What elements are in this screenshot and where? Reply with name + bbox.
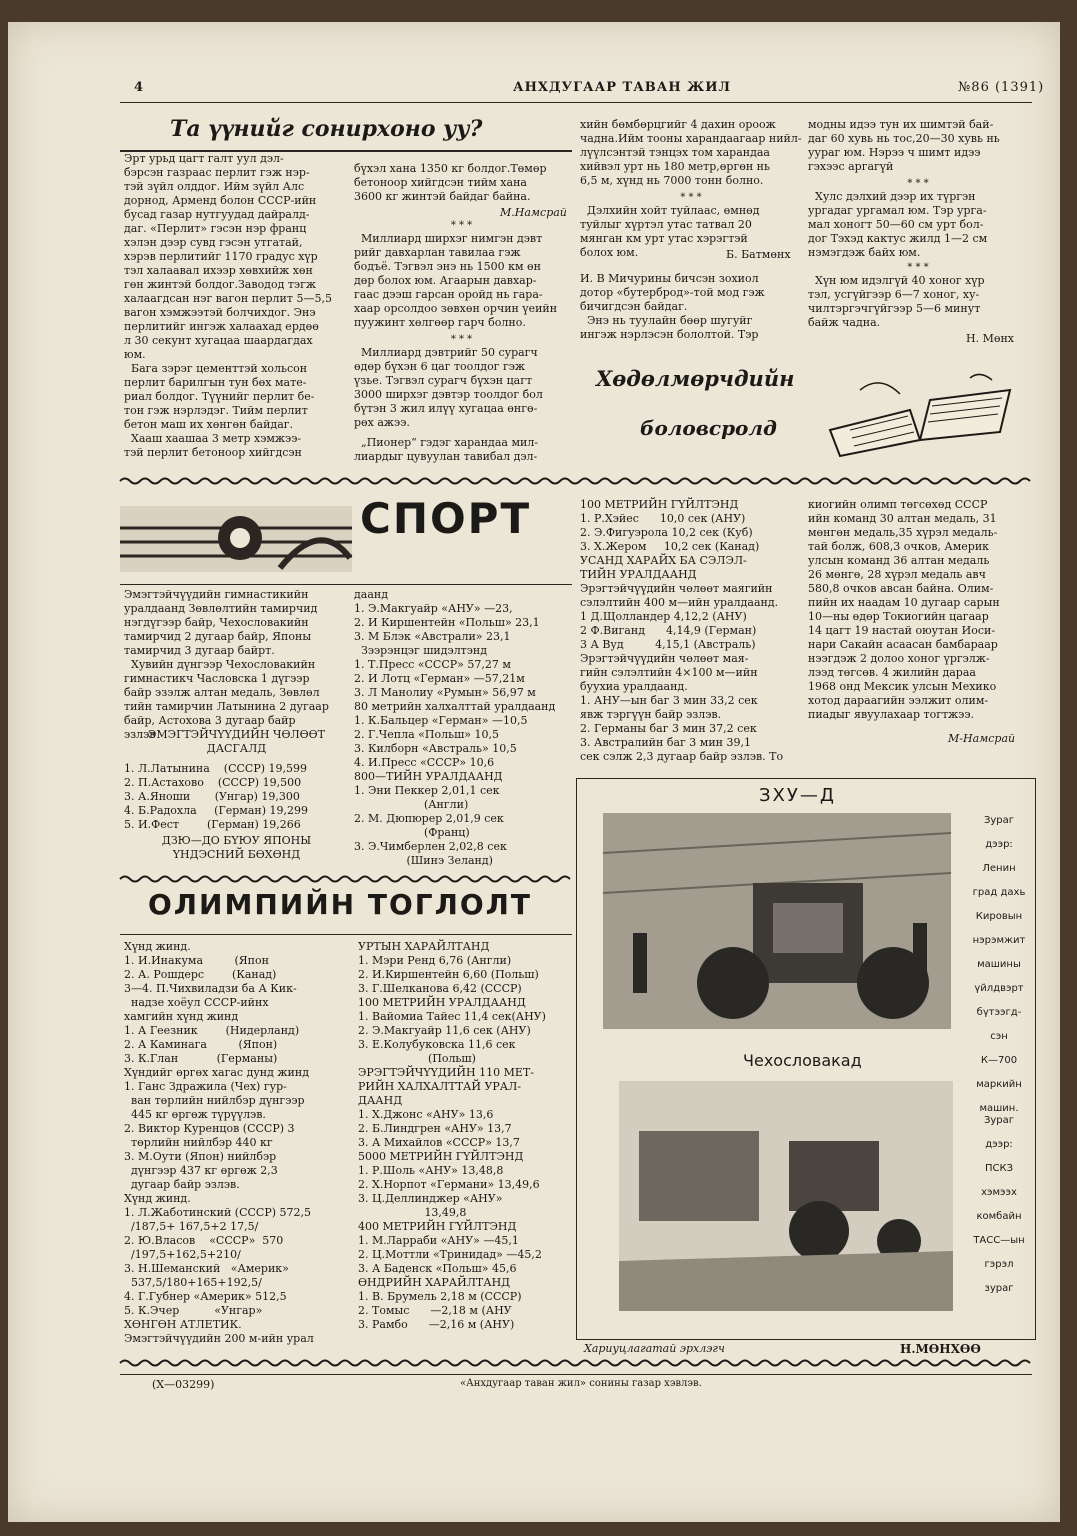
sport-column-1: Эмэгтэйчүүдийн гимнастикийн уралдаанд Зөвлөлтийн тамирчид нэгдүгээр байр, Чехословакийн тамирчид 2 дугаар байр, Японы тамирчид 3 дугаар байрт. Хувийн дүнгээр Чехословакийн гимнастикч Часловска 1 дүгээр байр эзэлж алтан медаль, Зөвлөл тийн тамирчин Латынина 2 дугаар байр, Астохова 3 дугаар байр эзлэв xyxy=(124,588,329,741)
printer-line: «Анхдугаар таван жил» сонины газар хэвлэв. xyxy=(460,1378,702,1389)
banner-line-1: Хөдөлмөрчдийн xyxy=(596,366,795,391)
trivia-stars-4: * * * xyxy=(907,178,929,189)
photo-subtitle: Чехословакад xyxy=(743,1051,862,1070)
sport-title: СПОРТ xyxy=(360,494,532,543)
editor-name: Н.МӨНХӨӨ xyxy=(900,1342,981,1356)
trivia-stars-1: * * * xyxy=(450,220,473,231)
trivia-column-3b: Дэлхийн хойт туйлаас, өмнөд туйлыг хүртэл утас татвал 20 мянган км урт утас хэрэгтэй болох юм. xyxy=(580,204,760,259)
banner-line-2: боловсролд xyxy=(640,416,777,440)
sport-col1-heading: ЭМЭГТЭЙЧҮҮДИЙН ЧӨЛӨӨТ ДАСГАЛД xyxy=(147,728,326,755)
sport-col1-heading-2: ДЗЮ—ДО БҮЮУ ЯПОНЫ ҮНДЭСНИЙ БӨХӨНД xyxy=(161,834,312,861)
olympics-column-1: Хүнд жинд. 1. И.Инакума (Япон 2. А. Рошдерс (Канад) 3—4. П.Чихвиладзи ба А Кик- надзе хоёул СССР-ийнх хамгийн хүнд жинд 1. А Геезник (Нидерланд) 2. А Каминага (Япон) 3. К.Глан (Германы) Хүндийг өргөх хагас дунд жинд 1. Ганс Здражила (Чех) гур- ван төрлийн нийлбэр дүнгээр 445 кг өргөж түрүүлэв. 2. Виктор Куренцов (СССР) 3 төрлийн нийлбэр 440 кг 3. М.Оути (Япон) нийлбэр дүнгээр 437 кг өргөж 2,3 дугаар байр эзлэв. Хүнд жинд. 1. Л.Жаботинский (СССР) 572,5 /187,5+ 167,5+2 17,5/ 2. Ю.Власов «СССР» 570 /197,5+162,5+210/ 3. Н.Шеманский «Америк» 537,5/180+165+192,5/ 4. Г.Губнер «Америк» 512,5 5. К.Эчер «Унгар» ХӨНГӨН АТЛЕТИК. Эмэгтэйчүүдийн 200 м-ийн урал xyxy=(124,940,314,1345)
trivia-signature-2: Б. Батмөнх xyxy=(726,248,791,261)
olympics-title: ОЛИМПИЙН ТОГЛОЛТ xyxy=(148,888,532,921)
trivia-column-2b: Миллиард ширхэг нимгэн дэвт рийг давхарлан тавилаа гэж бодъё. Тэгвэл энэ нь 1500 км өн дөр болох юм. Агаарын давхар- гаас дээш гарсан оройд нь гара- хаар орсолдоо зөвхөн орчин үеийн пуужинт хөлгөөр гарч болно. xyxy=(354,232,558,329)
sport-signature: М-Намсрай xyxy=(948,732,1016,745)
trivia-signature-1: М.Намсрай xyxy=(500,206,567,219)
olympics-rule xyxy=(120,934,572,935)
masthead: АНХДУГААР ТАВАН ЖИЛ xyxy=(513,80,731,95)
trivia-column-1: Эрт урьд цагт галт уул дэл- бэрсэн газраас перлит гэж нэр- тэй зүйл олддог. Ийм зүйл Алс дорнод, Арменд болон СССР-ийн бусад газар нутгуудад дайралд- даг. «Перлит» гэсэн нэр франц хэлэн дээр сувд гэсэн утгатай, хэрэв перлитийг 1170 градус хүр тэл халаавал ихээр хөвхийж хөн гөн жинтэй болдог.Заводод тэгж халаагдсан нэг вагон перлит 5—5,5 вагон хэмжээтэй болчихдог. Энэ перлитийг ингэж халаахад ердөө л 30 секунт хугацаа шаардагдах юм. Бага зэрэг цементтэй хольсон перлит барилгын тун бөх мате- риал болдог. Түүнийг перлит бе- тон гэж нэрлэдэг. Тийм перлит бетон маш их хөнгөн байдаг. Хааш хаашаа 3 метр хэмжээ- тэй перлит бетоноор хийгдсэн xyxy=(124,152,332,459)
tractor-factory-photo xyxy=(603,813,951,1029)
photo-caption-2: Зураг дээр: ПСКЗ хэмээх комбайн ТАСС—ын гэрэл зураг xyxy=(973,1115,1025,1294)
issue-number: №86 (1391) xyxy=(958,80,1045,95)
photo-caption-1: Зураг дээр: Ленин град дахь Кировын нэрэмжит машины үйлдвэрт бүтээгд- сэн К—700 маркийн машин. xyxy=(972,815,1026,1114)
trivia-column-2c: Миллиард дэвтрийг 50 сурагч өдөр бүхэн 6 цаг тоолдог гэж үзье. Тэгвэл сурагч бүхэн цагт 3000 ширхэг дэвтэр тоолдог бол бүтэн 3 жил илүү хугацаа өнгө- рөх ажээ. xyxy=(354,346,543,429)
photo-box-title: ЗХУ—Д xyxy=(759,785,836,806)
print-code: (Х—03299) xyxy=(152,1378,215,1391)
sport-column-3: 100 МЕТРИЙН ГҮЙЛТЭНД 1. Р.Хэйес 10,0 сек (АНУ) 2. Э.Фигуэрола 10,2 сек (Куб) 3. Х.Жером 10,2 сек (Канад) УСАНД ХАРАЙХ БА СЭЛЭЛ- ТИЙН УРАЛДААНД Эрэгтэйчүүдийн чөлөөт маягийн сэлэлтийн 400 м—ийн уралдаанд. 1 Д.Щолландер 4,12,2 (АНУ) 2 Ф.Виганд 4,14,9 (Герман) 3 А Вуд 4,15,1 (Австраль) Эрэгтэйчүүдийн чөлөөт мая- гийн сэлэлтийн 4×100 м—ийн буухиа уралдаанд. 1. АНУ—ын баг 3 мин 33,2 сек явж тэргүүн байр эзлэв. 2. Германы баг 3 мин 37,2 сек 3. Австралийн баг 3 мин 39,1 сек сэлж 2,3 дугаар байр эзлэв. То xyxy=(580,498,784,763)
newspaper-page xyxy=(8,22,1060,1522)
wavy-divider-2 xyxy=(120,874,574,884)
trivia-column-2d: „Пионер“ гэдэг харандаа мил- лиардыг цувуулан тавибал дэл- xyxy=(354,436,539,463)
trivia-column-4b: Хулс дэлхий дээр их түргэн ургадаг ургамал юм. Тэр урга- мал хоногт 50—60 см урт бол- дог Тэхэд кактус жилд 1—2 см нэмэгдэж байх юм. xyxy=(808,190,988,259)
trivia-stars-3: * * * xyxy=(680,192,702,203)
trivia-column-2: бүхэл хана 1350 кг болдог.Төмөр бетоноор хийгдсэн тийм хана 3600 кг жинтэй байдаг байна. xyxy=(354,162,547,203)
footer-rule xyxy=(120,1374,1032,1375)
wavy-divider-3 xyxy=(120,1358,1034,1368)
page-number: 4 xyxy=(134,80,145,95)
trivia-column-3c: И. В Мичурины бичсэн зохиол дотор «бутерброд»-той мод гэж бичигдсэн байдаг. Энэ нь туулайн бөөр шугуйг ингэж нэрлэсэн бололтой. Тэр xyxy=(580,272,765,341)
sport-column-4: киогийн олимп төгсөхөд СССР ийн команд 30 алтан медаль, 31 мөнгөн медаль,35 хүрэл медаль- тай болж, 608,3 очков, Америк улсын команд 36 алтан медаль 26 мөнгө, 28 хүрэл медаль авч 580,8 очков авсан байна. Олим- пийн их наадам 10 дугаар сарын 10—ны өдөр Токиогийн цагаар 14 цагт 19 настай оюутан Иоси- нари Сакайн асаасан бамбараар нээгдэж 2 долоо хоног үргэлж- лээд төгсөв. 4 жилийн дараа 1968 онд Мексик улсын Мехико хотод дараагийн ээлжит олим- пиадыг явуулахаар тогтжээ. xyxy=(808,498,1000,721)
trivia-stars-2: * * * xyxy=(450,334,473,345)
photo-box xyxy=(576,778,1036,1340)
trivia-column-3: хийн бөмбөрцгийг 4 дахин ороож чадна.Ийм тооны харандаагаар нийл- лүүлсэнтэй тэнцэх том харандаа хийвэл урт нь 180 метр,өргөн нь 6,5 м, хүнд нь 7000 тонн болно. xyxy=(580,118,802,187)
sport-col1-results: 1. Л.Латынина (СССР) 19,599 2. П.Астахово (СССР) 19,500 3. А.Яноши (Унгар) 19,300 4. Б.Радохла (Герман) 19,299 5. И.Фест (Герман) 19,266 xyxy=(124,762,309,831)
wavy-divider-1 xyxy=(120,476,1034,486)
sport-rule xyxy=(120,584,572,585)
olympics-column-2: УРТЫН ХАРАЙЛТАНД 1. Мэри Ренд 6,76 (Англи) 2. И.Киршентейн 6,60 (Польш) 3. Г.Шелканова 6,42 (СССР) 100 МЕТРИЙН УРАЛДААНД 1. Вайомиа Тайес 11,4 сек(АНУ) 2. Э.Макгуайр 11,6 сек (АНУ) 3. Е.Колубуковска 11,6 сек (Польш) ЭРЭГТЭЙЧҮҮДИЙН 110 МЕТ- РИЙН ХАЛХАЛТТАЙ УРАЛ- ДААНД 1. Х.Джонс «АНУ» 13,6 2. Б.Линдгрен «АНУ» 13,7 3. А Михайлов «СССР» 13,7 5000 МЕТРИЙН ГҮЙЛТЭНД 1. Р.Шоль «АНУ» 13,48,8 2. Х.Норпот «Германи» 13,49,6 3. Ц.Деллинджер «АНУ» 13,49,8 400 МЕТРИЙН ГҮЙЛТЭНД 1. М.Ларраби «АНУ» —45,1 2. Ц.Моттли «Тринидад» —45,2 3. А Баденск «Польш» 45,6 ӨНДРИЙН ХАРАЙЛТАНД 1. В. Брумель 2,18 м (СССР) 2. Томыс —2,18 м (АНУ 3. Рамбо —2,16 м (АНУ) xyxy=(358,940,546,1331)
trivia-column-4c: Хүн юм идэлгүй 40 хоног хүр тэл, усгүйгээр 6—7 хоног, ху- чилтэргэчгүйгээр 5—6 минут байж чадна. xyxy=(808,274,985,329)
open-book-icon xyxy=(820,370,1020,456)
trivia-column-4: модны идээ тун их шимтэй бай- даг 60 хувь нь тос,20—30 хувь нь уураг юм. Нэрээ ч шимт идээ гэхээс аргагүй xyxy=(808,118,1000,173)
trivia-signature-3: Н. Мөнх xyxy=(966,332,1015,345)
trivia-stars-5: * * * xyxy=(907,262,929,273)
sport-column-2: даанд 1. Э.Макгуайр «АНУ» —23, 2. И Киршентейн «Польш» 23,1 3. М Блэк «Австрали» 23,1 Зээрэнцэг шидэлтэнд 1. Т.Пресс «СССР» 57,27 м 2. И Лотц «Герман» —57,21м 3. Л Манолиу «Румын» 56,97 м 80 метрийн халхалттай уралдаанд 1. К.Бальцер «Герман» —10,5 2. Г.Чепла «Польш» 10,5 3. Килборн «Австраль» 10,5 4. И.Пресс «СССР» 10,6 800—ТИЙН УРАЛДААНД 1. Эни Пеккер 2,01,1 сек (Англи) 2. М. Дюпюрер 2,01,9 сек (Франц) 3. Э.Чимберлен 2,02,8 сек (Шинэ Зеланд) xyxy=(354,588,556,867)
trivia-title: Та үүнийг сонирхоно уу? xyxy=(170,116,483,142)
sport-emblem-icon xyxy=(120,498,352,578)
education-banner xyxy=(584,352,1034,472)
combine-harvester-photo xyxy=(619,1081,953,1311)
header-rule xyxy=(120,102,1032,103)
editor-label: Хариуцлагатай эрхлэгч xyxy=(584,1342,725,1355)
